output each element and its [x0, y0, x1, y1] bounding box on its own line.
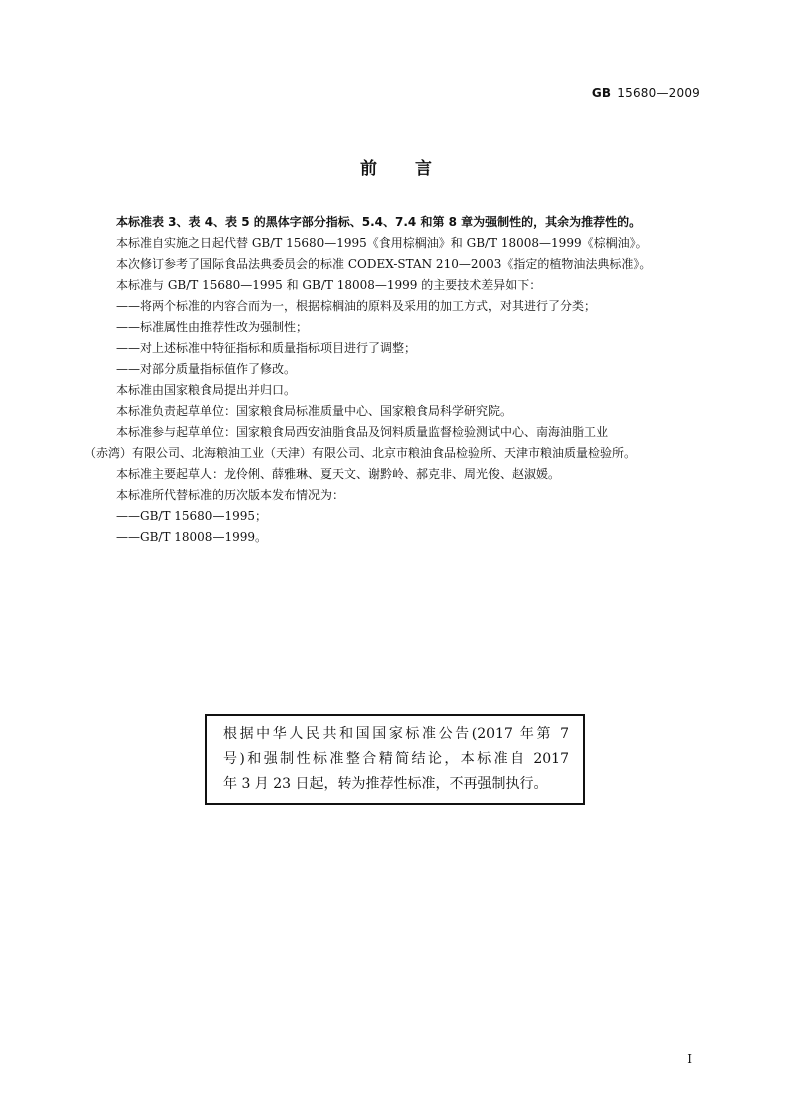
list-item: ——对上述标准中特征指标和质量指标项目进行了调整； — [116, 341, 417, 355]
paragraph-drafting-unit: 本标准负责起草单位：国家粮食局标准质量中心、国家粮食局科学研究院。 — [116, 404, 513, 418]
list-item: ——将两个标准的内容合而为一，根据棕榈油的原料及采用的加工方式，对其进行了分类； — [116, 299, 597, 313]
paragraph-replaces: 本标准自实施之日起代替 GB/T 15680—1995《食用棕榈油》和 GB/T 18008—1999《棕榈油》。 — [116, 236, 648, 250]
paragraph-participating-units: 本标准参与起草单位：国家粮食局西安油脂食品及饲料质量监督检验测试中心、南海油脂工业 — [116, 425, 609, 439]
notice-line: 根据中华人民共和国国家标准公告(2017 年第 7 — [223, 726, 569, 742]
notice-line: 年 3 月 23 日起，转为推荐性标准，不再强制执行。 — [223, 776, 548, 792]
standard-number: 15680—2009 — [617, 86, 700, 100]
page-number: I — [687, 1052, 692, 1066]
paragraph-participating-units-cont: （赤湾）有限公司、北海粮油工业（天津）有限公司、北京市粮油食品检验所、天津市粮油质量检验所。 — [84, 446, 637, 460]
gb-prefix: GB — [591, 86, 612, 100]
paragraph-history: 本标准所代替标准的历次版本发布情况为： — [116, 488, 345, 502]
notice-box — [205, 714, 585, 805]
list-item: ——标准属性由推荐性改为强制性； — [116, 320, 309, 334]
list-item: ——对部分质量指标值作了修改。 — [116, 362, 297, 376]
paragraph-drafters: 本标准主要起草人：龙伶俐、薛雅琳、夏天文、谢黔岭、郝克非、周光俊、赵淑媛。 — [116, 467, 561, 481]
foreword-body — [84, 212, 702, 548]
paragraph-differences: 本标准与 GB/T 15680—1995 和 GB/T 18008—1999 的主要技术差异如下： — [116, 278, 542, 292]
list-item: ——GB/T 18008—1999。 — [116, 530, 267, 544]
list-item: ——GB/T 15680—1995； — [116, 509, 267, 523]
notice-line: 号)和强制性标准整合精简结论，本标准自 2017 — [223, 751, 569, 767]
paragraph-proposer: 本标准由国家粮食局提出并归口。 — [116, 383, 297, 397]
paragraph-mandatory-clauses: 本标准表 3、表 4、表 5 的黑体字部分指标、5.4、7.4 和第 8 章为强制性的，其余为推荐性的。 — [116, 215, 642, 229]
document-code — [592, 86, 700, 100]
page-title: 前言 — [360, 159, 470, 179]
paragraph-reference: 本次修订参考了国际食品法典委员会的标准 CODEX-STAN 210—2003《指定的植物油法典标准》。 — [116, 257, 652, 271]
